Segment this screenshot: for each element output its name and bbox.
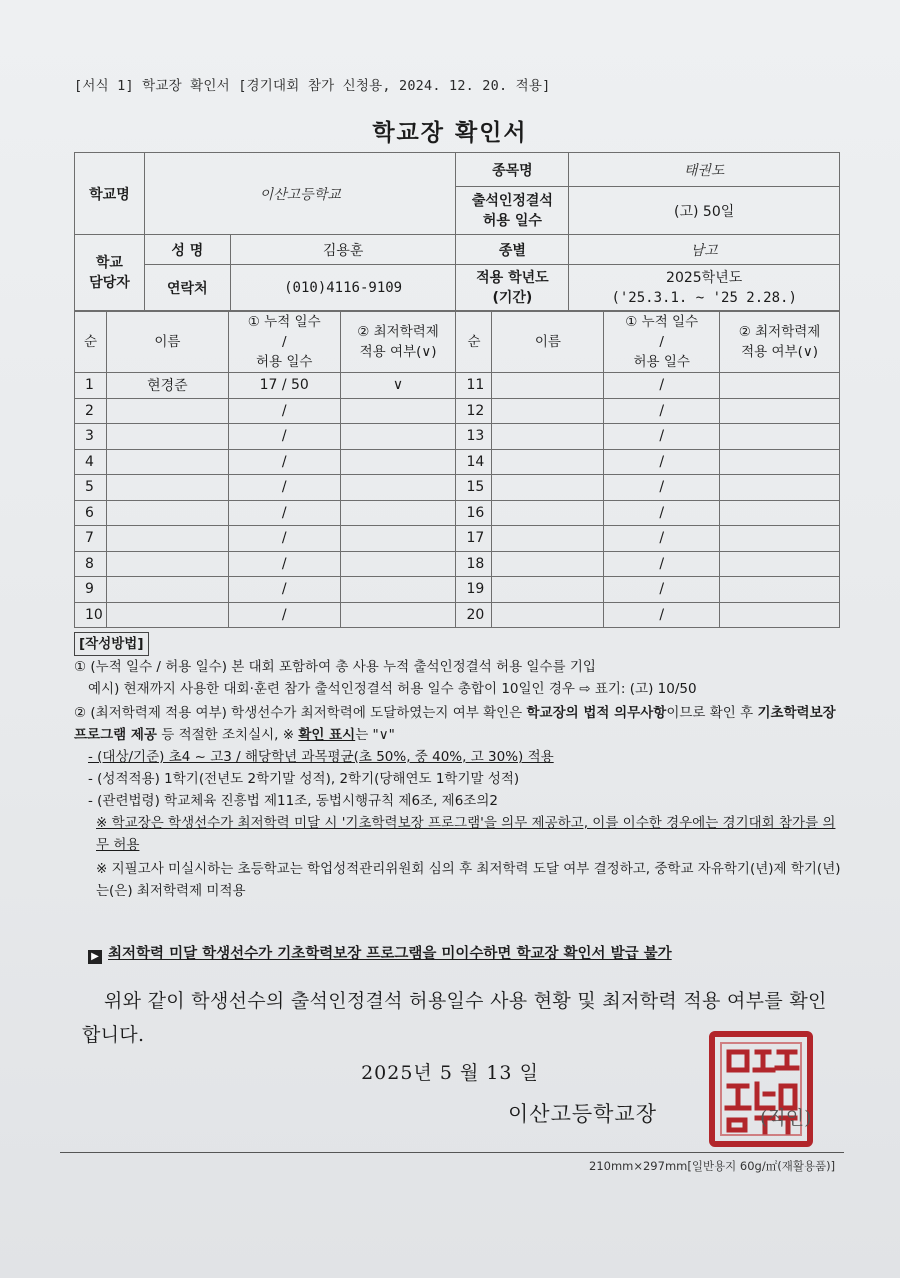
guide-item-2: ② (최저학력제 적용 여부) 학생선수가 최저학력에 도달하였는지 여부 확인은 학교장의 법적 의무사항이므로 확인 후 기초학력보장 프로그램 제공 등 적절한 조치실시, ※ 확인 표시는 "∨" <box>74 705 836 743</box>
paper-spec: 210mm×297mm[일반용지 60g/㎡(재활용품)] <box>589 1159 836 1173</box>
days-used: / <box>604 373 720 399</box>
row-number: 19 <box>456 577 492 603</box>
min-academic-check <box>720 526 840 552</box>
student-name <box>492 500 604 526</box>
student-name <box>106 577 228 603</box>
days-used: / <box>604 398 720 424</box>
min-academic-check <box>720 602 840 628</box>
min-academic-check <box>340 500 456 526</box>
header-no: 순 <box>456 312 492 373</box>
table-row <box>75 526 840 552</box>
min-academic-check <box>340 577 456 603</box>
student-name <box>106 398 228 424</box>
days-used: / <box>604 424 720 450</box>
guide-note-2: ※ 지필고사 미실시하는 초등학교는 학업성적관리위원회 심의 후 최저학력 도달 여부 결정하고, 중학교 자유학기(년)제 학기(년)는(은) 최저학력제 미적용 <box>96 861 841 899</box>
table-row <box>75 577 840 603</box>
student-name <box>492 475 604 501</box>
table-row <box>75 500 840 526</box>
row-number: 10 <box>75 602 107 628</box>
days-used: / <box>228 475 340 501</box>
guide-item-1: ① (누적 일수 / 허용 일수) 본 대회 포함하여 총 사용 누적 출석인정결석 허용 일수를 기입 <box>74 659 596 675</box>
row-number: 11 <box>456 373 492 399</box>
header-min-academic: ② 최저학력제 적용 여부(∨) <box>720 312 840 373</box>
days-used: / <box>228 424 340 450</box>
label-event: 종목명 <box>456 153 569 187</box>
header-days: ① 누적 일수 / 허용 일수 <box>604 312 720 373</box>
header-no: 순 <box>75 312 107 373</box>
days-used: / <box>228 577 340 603</box>
school-year-value: 2025학년도 ('25.3.1. ~ '25 2.28.) <box>569 265 840 311</box>
days-used: / <box>604 551 720 577</box>
student-name <box>492 577 604 603</box>
warning-note: ▶ 최저학력 미달 학생선수가 기초학력보장 프로그램을 미이수하면 학교장 확인서 발급 불가 <box>88 942 672 964</box>
row-number: 5 <box>75 475 107 501</box>
header-name: 이름 <box>492 312 604 373</box>
row-number: 6 <box>75 500 107 526</box>
days-used: / <box>228 551 340 577</box>
min-academic-check <box>720 551 840 577</box>
student-name <box>106 424 228 450</box>
min-academic-check <box>340 526 456 552</box>
days-used: / <box>604 526 720 552</box>
confirmation-text: 위와 같이 학생선수의 출석인정결석 허용일수 사용 현황 및 최저학력 적용 여부를 확인합니다. <box>82 990 827 1046</box>
writing-guide <box>74 632 844 902</box>
table-row <box>75 475 840 501</box>
min-academic-check <box>720 424 840 450</box>
header-min-academic: ② 최저학력제 적용 여부(∨) <box>340 312 456 373</box>
label-school-year: 적용 학년도 (기간) <box>456 265 569 311</box>
days-used: / <box>604 602 720 628</box>
row-number: 8 <box>75 551 107 577</box>
min-academic-check: ∨ <box>340 373 456 399</box>
student-name <box>106 449 228 475</box>
gender-value: 남고 <box>569 235 840 265</box>
info-table <box>74 152 840 311</box>
min-academic-check <box>340 475 456 501</box>
student-name <box>492 449 604 475</box>
footer-rule <box>60 1152 844 1153</box>
days-used: / <box>228 398 340 424</box>
row-number: 14 <box>456 449 492 475</box>
roster-table <box>74 311 840 628</box>
label-gender: 종별 <box>456 235 569 265</box>
table-row <box>75 449 840 475</box>
min-academic-check <box>720 475 840 501</box>
guide-note-1: ※ 학교장은 학생선수가 최저학력 미달 시 '기초학력보장 프로그램'을 의무 제공하고, 이를 이수한 경우에는 경기대회 참가를 의무 허용 <box>96 815 836 853</box>
header-name: 이름 <box>106 312 228 373</box>
min-academic-check <box>720 500 840 526</box>
min-academic-check <box>340 424 456 450</box>
days-used: / <box>228 449 340 475</box>
student-name <box>492 551 604 577</box>
row-number: 13 <box>456 424 492 450</box>
min-academic-check <box>720 577 840 603</box>
row-number: 9 <box>75 577 107 603</box>
row-number: 15 <box>456 475 492 501</box>
days-used: / <box>604 449 720 475</box>
min-academic-check <box>720 373 840 399</box>
guide-grade: - (성적적용) 1학기(전년도 2학기말 성적), 2학기(당해연도 1학기말 성적) <box>88 771 520 787</box>
days-used: / <box>604 577 720 603</box>
student-name <box>492 602 604 628</box>
student-name <box>492 373 604 399</box>
row-number: 12 <box>456 398 492 424</box>
days-used: / <box>228 500 340 526</box>
min-academic-check <box>720 398 840 424</box>
student-name: 현경준 <box>106 373 228 399</box>
row-number: 18 <box>456 551 492 577</box>
principal-signature: 이산고등학교장 <box>508 1102 658 1126</box>
student-name <box>492 526 604 552</box>
student-name <box>106 526 228 552</box>
arrow-icon: ▶ <box>88 950 102 964</box>
days-used: / <box>228 526 340 552</box>
min-academic-check <box>340 449 456 475</box>
document-title: 학교장 확인서 <box>372 120 528 146</box>
header-days: ① 누적 일수 / 허용 일수 <box>228 312 340 373</box>
student-name <box>106 602 228 628</box>
row-number: 1 <box>75 373 107 399</box>
min-academic-check <box>340 398 456 424</box>
seal-mark: (직인) <box>760 1107 812 1129</box>
min-academic-check <box>720 449 840 475</box>
school-name: 이산고등학교 <box>144 153 456 235</box>
issue-date: 2025년 5 월 13 일 <box>361 1062 539 1084</box>
label-allowed-days: 출석인정결석 허용 일수 <box>456 187 569 235</box>
days-used: 17 / 50 <box>228 373 340 399</box>
min-academic-check <box>340 602 456 628</box>
table-row <box>75 424 840 450</box>
student-name <box>492 424 604 450</box>
days-used: / <box>604 475 720 501</box>
row-number: 16 <box>456 500 492 526</box>
student-name <box>106 551 228 577</box>
label-school-name: 학교명 <box>75 153 145 235</box>
row-number: 17 <box>456 526 492 552</box>
guide-law: - (관련법령) 학교체육 진흥법 제11조, 동법시행규칙 제6조, 제6조의2 <box>88 793 498 809</box>
form-header: [서식 1] 학교장 확인서 [경기대회 참가 신청용, 2024. 12. 20. 적용] <box>74 78 551 94</box>
table-row <box>75 398 840 424</box>
row-number: 3 <box>75 424 107 450</box>
guide-item-1-example: 예시) 현재까지 사용한 대회·훈련 참가 출석인정결석 허용 일수 총합이 10일인 경우 ⇨ 표기: (고) 10/50 <box>88 681 697 697</box>
days-used: / <box>228 602 340 628</box>
label-school-manager: 학교 담당자 <box>75 235 145 311</box>
guide-heading: [작성방법] <box>74 632 149 656</box>
student-name <box>106 475 228 501</box>
student-name <box>492 398 604 424</box>
row-number: 4 <box>75 449 107 475</box>
row-number: 20 <box>456 602 492 628</box>
row-number: 7 <box>75 526 107 552</box>
contact-value: (010)4116-9109 <box>230 265 456 311</box>
school-seal <box>707 1030 815 1148</box>
table-row <box>75 373 840 399</box>
days-used: / <box>604 500 720 526</box>
manager-name: 김용훈 <box>230 235 456 265</box>
row-number: 2 <box>75 398 107 424</box>
event-value: 태권도 <box>569 153 840 187</box>
table-row <box>75 551 840 577</box>
label-contact: 연락처 <box>144 265 230 311</box>
allowed-days-value: (고) 50일 <box>569 187 840 235</box>
guide-target: - (대상/기준) 초4 ~ 고3 / 해당학년 과목평균(초 50%, 중 40%, 고 30%) 적용 <box>88 749 554 765</box>
label-name: 성 명 <box>144 235 230 265</box>
min-academic-check <box>340 551 456 577</box>
student-name <box>106 500 228 526</box>
table-row <box>75 602 840 628</box>
